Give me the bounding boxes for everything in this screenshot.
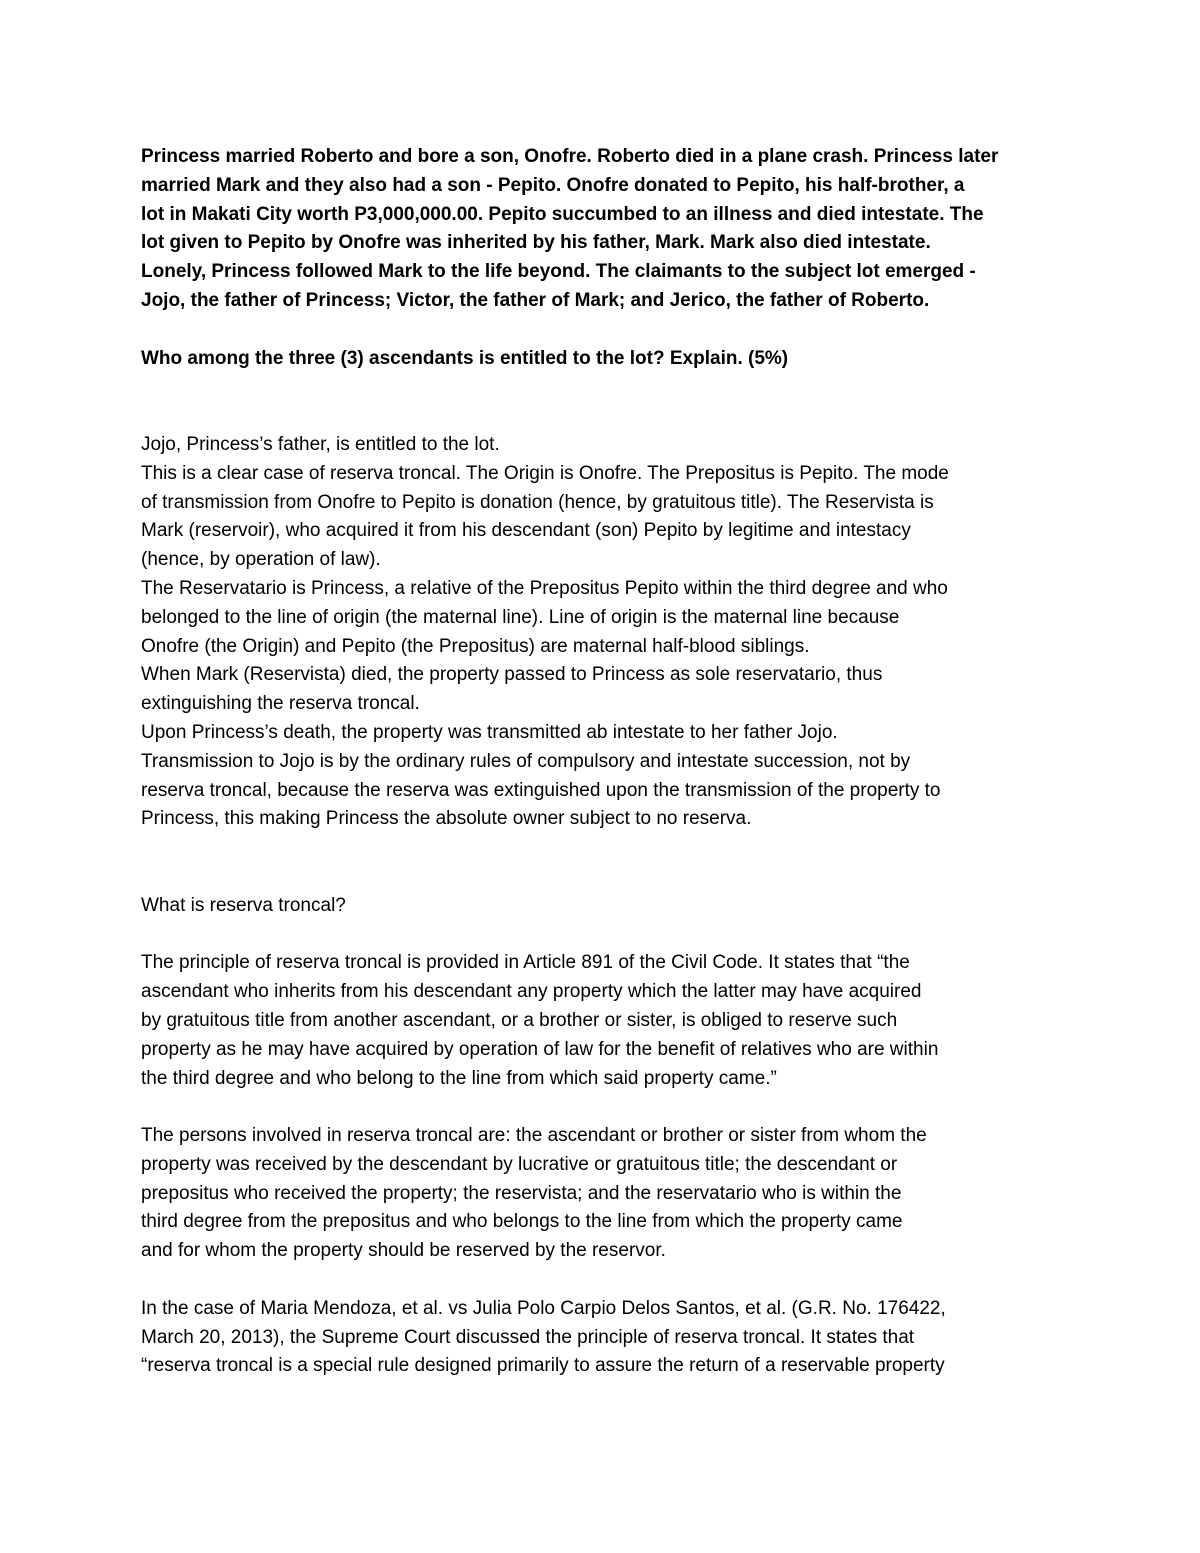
spacer [141,316,1071,345]
section-heading: What is reserva troncal? [141,894,346,916]
spacer [141,921,1071,950]
persons-paragraph [141,1122,1071,1266]
answer-line: belonged to the line of origin (the maternal line). Line of origin is the maternal line because [141,606,900,628]
question-line: Princess married Roberto and bore a son, Onofre. Roberto died in a plane crash. Princess later [141,146,999,167]
question-line: lot given to Pepito by Onofre was inherited by his father, Mark. Mark also died intestate. [141,232,931,254]
spacer [141,1266,1071,1295]
answer-line: When Mark (Reservista) died, the property passed to Princess as sole reservatario, thus [141,664,883,686]
spacer [141,373,1071,431]
spacer [141,1093,1071,1122]
question-line: married Mark and they also had a son - Pepito. Onofre donated to Pepito, his half-brother, a [141,174,965,196]
paragraph-line: and for whom the property should be reserved by the reservor. [141,1240,666,1262]
paragraph-line: In the case of Maria Mendoza, et al. vs Julia Polo Carpio Delos Santos, et al. (G.R. No. 176422, [141,1297,946,1319]
answer-line: Onofre (the Origin) and Pepito (the Prepositus) are maternal half-blood siblings. [141,635,810,657]
question-line: Jojo, the father of Princess; Victor, the father of Mark; and Jerico, the father of Roberto. [141,289,930,311]
paragraph-line: ascendant who inherits from his descendant any property which the latter may have acquired [141,981,922,1003]
answer-line: Mark (reservoir), who acquired it from his descendant (son) Pepito by legitime and intestacy [141,520,911,542]
answer-line: (hence, by operation of law). [141,549,381,571]
paragraph-line: third degree from the prepositus and who belongs to the line from which the property came [141,1211,903,1233]
definition-paragraph [141,949,1071,1093]
paragraph-line: property as he may have acquired by operation of law for the benefit of relatives who are within [141,1038,939,1060]
answer-line: This is a clear case of reserva troncal. The Origin is Onofre. The Prepositus is Pepito. The mode [141,462,949,484]
paragraph-line: “reserva troncal is a special rule designed primarily to assure the return of a reservable property [141,1355,945,1377]
answer-paragraph [141,431,1071,834]
question-line: Lonely, Princess followed Mark to the life beyond. The claimants to the subject lot emerged - [141,261,976,283]
question-prompt: Who among the three (3) ascendants is entitled to the lot? Explain. (5%) [141,347,789,369]
paragraph-line: property was received by the descendant by lucrative or gratuitous title; the descendant or [141,1153,898,1175]
answer-line: of transmission from Onofre to Pepito is donation (hence, by gratuitous title). The Reservista is [141,491,934,513]
question-paragraph [141,143,1071,316]
answer-line: The Reservatario is Princess, a relative of the Prepositus Pepito within the third degree and who [141,577,948,599]
paragraph-line: The principle of reserva troncal is provided in Article 891 of the Civil Code. It states that “the [141,952,910,974]
answer-line: Jojo, Princess’s father, is entitled to the lot. [141,433,500,455]
document-page [141,143,1071,1381]
question-line: lot in Makati City worth P3,000,000.00. Pepito succumbed to an illness and died intestate. The [141,203,984,225]
answer-line: reserva troncal, because the reserva was extinguished upon the transmission of the property to [141,779,941,801]
paragraph-line: prepositus who received the property; the reservista; and the reservatario who is within the [141,1182,902,1204]
answer-line: extinguishing the reserva troncal. [141,693,420,715]
case-paragraph [141,1295,1071,1381]
answer-line: Princess, this making Princess the absolute owner subject to no reserva. [141,808,752,830]
paragraph-line: the third degree and who belong to the line from which said property came.” [141,1067,777,1089]
answer-line: Transmission to Jojo is by the ordinary rules of compulsory and intestate succession, not by [141,750,911,772]
paragraph-line: March 20, 2013), the Supreme Court discussed the principle of reserva troncal. It states that [141,1326,915,1348]
answer-line: Upon Princess’s death, the property was transmitted ab intestate to her father Jojo. [141,721,838,743]
spacer [141,834,1071,892]
paragraph-line: The persons involved in reserva troncal are: the ascendant or brother or sister from whom the [141,1125,927,1147]
paragraph-line: by gratuitous title from another ascendant, or a brother or sister, is obliged to reserve such [141,1009,898,1031]
